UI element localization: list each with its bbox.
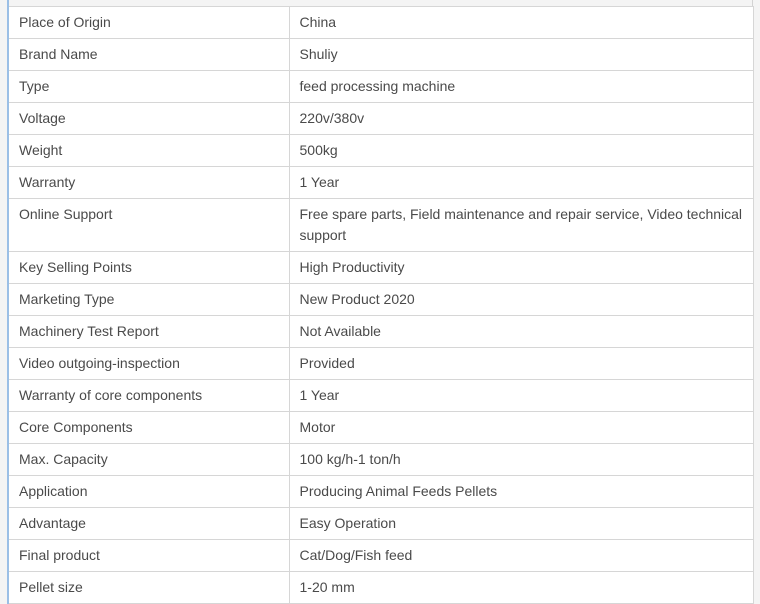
spec-label: Voltage xyxy=(9,103,289,135)
spec-row-voltage xyxy=(9,103,753,135)
spec-row-core-components xyxy=(9,412,753,444)
spec-label: Online Support xyxy=(9,199,289,252)
spec-row-marketing-type xyxy=(9,284,753,316)
spec-value: China xyxy=(289,7,753,39)
spec-row-max-capacity xyxy=(9,444,753,476)
spec-row-video-outgoing-inspection xyxy=(9,348,753,380)
spec-value: 100 kg/h-1 ton/h xyxy=(289,444,753,476)
spec-label: Place of Origin xyxy=(9,7,289,39)
spec-label: Warranty xyxy=(9,167,289,199)
spec-value: Shuliy xyxy=(289,39,753,71)
spec-label: Final product xyxy=(9,540,289,572)
spec-row-place-of-origin xyxy=(9,7,753,39)
spec-value: feed processing machine xyxy=(289,71,753,103)
spec-label: Video outgoing-inspection xyxy=(9,348,289,380)
spec-row-warranty-core-components xyxy=(9,380,753,412)
spec-label: Brand Name xyxy=(9,39,289,71)
spec-value: Cat/Dog/Fish feed xyxy=(289,540,753,572)
spec-row-key-selling-points xyxy=(9,252,753,284)
spec-label: Marketing Type xyxy=(9,284,289,316)
spec-label: Warranty of core components xyxy=(9,380,289,412)
spec-label: Max. Capacity xyxy=(9,444,289,476)
spec-row-weight xyxy=(9,135,753,167)
spec-value: High Productivity xyxy=(289,252,753,284)
spec-label: Pellet size xyxy=(9,572,289,604)
spec-label: Type xyxy=(9,71,289,103)
spec-row-online-support xyxy=(9,199,753,252)
spec-row-brand-name xyxy=(9,39,753,71)
spec-value: Free spare parts, Field maintenance and repair service, Video technical support xyxy=(289,199,753,252)
spec-row-pellet-size xyxy=(9,572,753,604)
spec-value: 220v/380v xyxy=(289,103,753,135)
spec-value: Provided xyxy=(289,348,753,380)
spec-row-application xyxy=(9,476,753,508)
spec-label: Key Selling Points xyxy=(9,252,289,284)
spec-label: Application xyxy=(9,476,289,508)
spec-row-type xyxy=(9,71,753,103)
spec-row-final-product xyxy=(9,540,753,572)
spec-label: Machinery Test Report xyxy=(9,316,289,348)
product-specifications-table xyxy=(9,6,754,604)
spec-value: 500kg xyxy=(289,135,753,167)
spec-value: 1 Year xyxy=(289,167,753,199)
spec-value: Motor xyxy=(289,412,753,444)
spec-label: Core Components xyxy=(9,412,289,444)
spec-value: Easy Operation xyxy=(289,508,753,540)
spec-value: New Product 2020 xyxy=(289,284,753,316)
spec-label: Weight xyxy=(9,135,289,167)
spec-value: 1-20 mm xyxy=(289,572,753,604)
spec-label: Advantage xyxy=(9,508,289,540)
spec-value: 1 Year xyxy=(289,380,753,412)
spec-row-machinery-test-report xyxy=(9,316,753,348)
spec-value: Not Available xyxy=(289,316,753,348)
spec-value: Producing Animal Feeds Pellets xyxy=(289,476,753,508)
spec-row-advantage xyxy=(9,508,753,540)
spec-row-warranty xyxy=(9,167,753,199)
